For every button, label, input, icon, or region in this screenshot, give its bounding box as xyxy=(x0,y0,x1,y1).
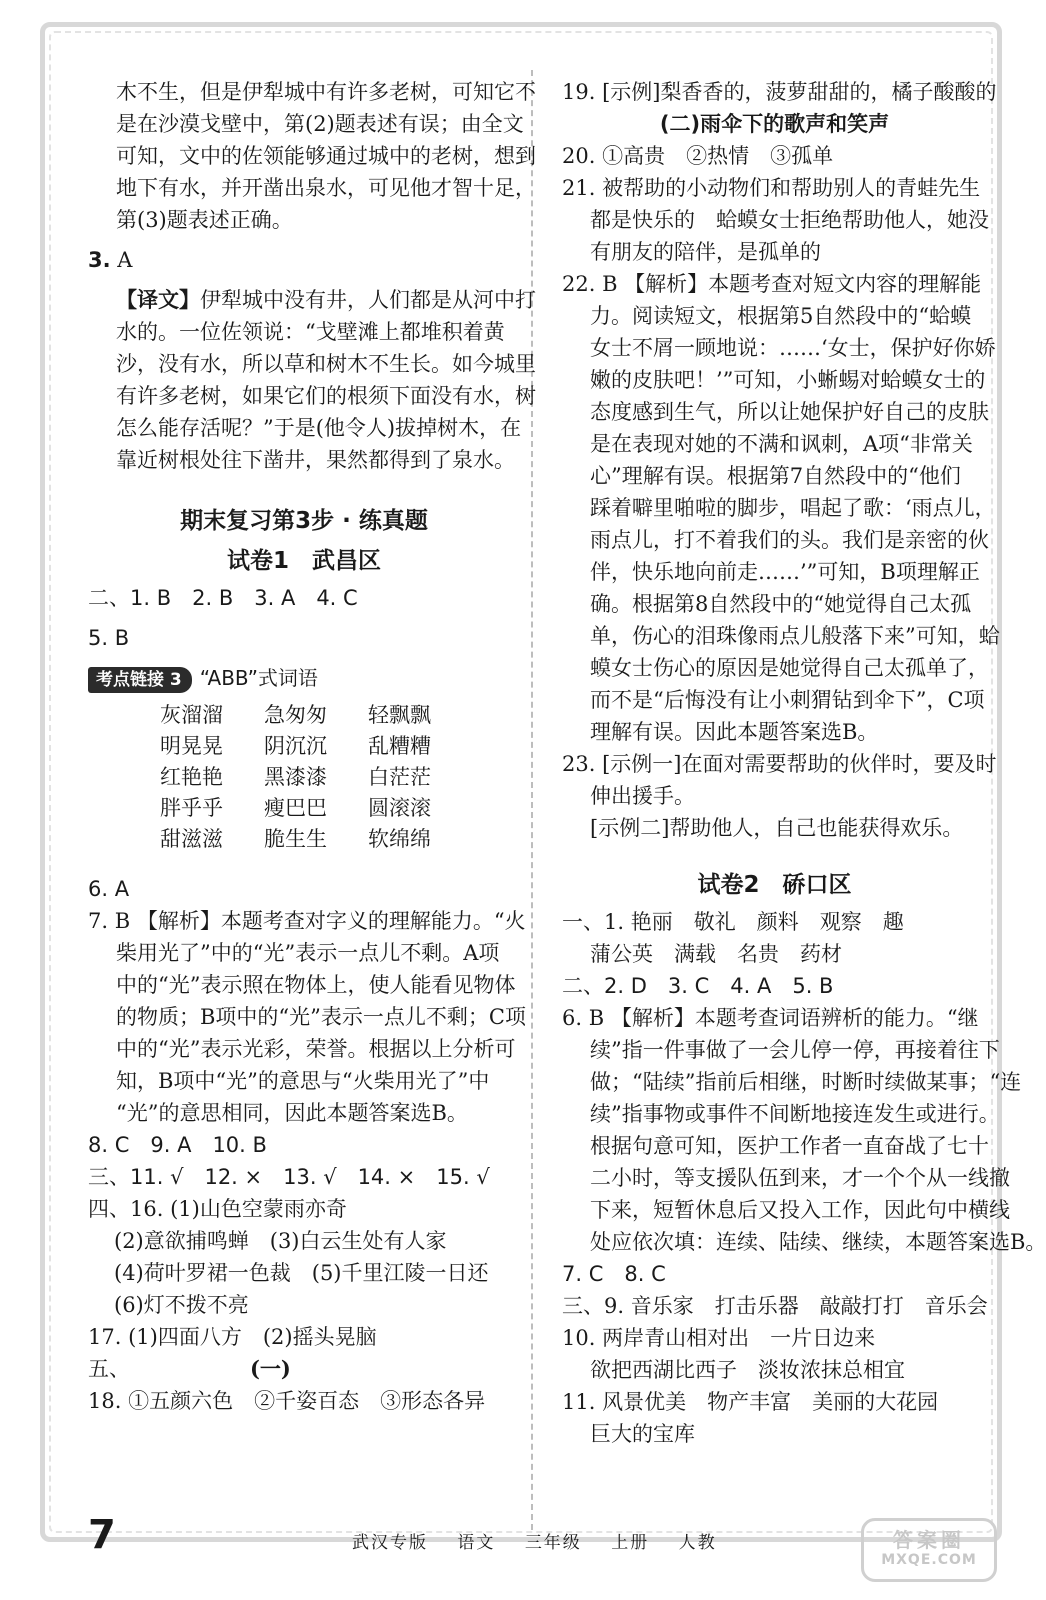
text-line: 木不生，但是伊犁城中有许多老树，可知它不 xyxy=(116,80,536,104)
text-line: 知，B项中“光”的意思与“火柴用光了”中 xyxy=(116,1069,490,1093)
answer-line: 10. 两岸青山相对出 一片日边来 xyxy=(562,1326,876,1350)
translation-line: 水的。一位佐领说：“戈壁滩上都堆积着黄 xyxy=(116,320,505,344)
text-line: 都是快乐的 蛤蟆女士拒绝帮助他人，她没 xyxy=(590,208,989,232)
text-line: 根据句意可知，医护工作者一直奋战了七十 xyxy=(590,1134,989,1158)
translation-line: 靠近树根处往下凿井，果然都得到了泉水。 xyxy=(116,448,515,472)
text-line: 地下有水，并开凿出泉水，可见他才智十足， xyxy=(116,176,536,200)
text-line: 雨点儿，打不着我们的头。我们是亲密的伙 xyxy=(590,528,989,552)
translation-line: 【译文】伊犁城中没有井，人们都是从河中打 xyxy=(116,287,536,312)
text-line: 处应依次填：连续、陆续、继续，本题答案选B。 xyxy=(590,1230,1046,1254)
translation-line: 沙，没有水，所以草和树木不生长。如今城里 xyxy=(116,352,536,376)
answer-line: 18. ①五颜六色 ②千姿百态 ③形态各异 xyxy=(88,1389,486,1413)
watermark-logo xyxy=(861,1518,997,1582)
word: 乱糟糟 xyxy=(368,734,431,758)
answer-line: 23. [示例一]在面对需要帮助的伙伴时，要及时 xyxy=(562,752,997,776)
word: 阴沉沉 xyxy=(264,734,327,758)
text-line: 的物质；B项中的“光”表示一点儿不剩；C项 xyxy=(116,1005,526,1029)
text-line: (2)意欲捕鸣蝉 (3)白云生处有人家 xyxy=(114,1229,447,1253)
watermark-text: 答案圈 xyxy=(893,1528,965,1552)
answer-line: 二、2. D 3. C 4. A 5. B xyxy=(562,974,834,998)
text-line: 蟆女士伤心的原因是她觉得自己太孤单了， xyxy=(590,656,989,680)
word: 明晃晃 xyxy=(160,734,223,758)
text-line: (6)灯不拨不亮 xyxy=(114,1293,249,1317)
answer-line: 7. B 【解析】本题考查对字义的理解能力。“火 xyxy=(88,909,526,933)
answer-line: 17. (1)四面八方 (2)摇头晃脑 xyxy=(88,1325,377,1349)
answer-line: 22. B 【解析】本题考查对短文内容的理解能 xyxy=(562,272,982,296)
translation-line: 有许多老树，如果它们的根须下面没有水，树 xyxy=(116,384,536,408)
text-line: 女士不屑一顾地说：……‘女士，保护好你娇 xyxy=(590,336,996,360)
word: 黑漆漆 xyxy=(264,765,327,789)
answer-line: 7. C 8. C xyxy=(562,1262,666,1286)
section-five: 五、 (一) xyxy=(88,1356,291,1381)
section-title: 期末复习第3步 · 练真题 xyxy=(180,508,428,534)
watermark-url: MXQE.COM xyxy=(881,1552,977,1568)
answer-line: 二、1. B 2. B 3. A 4. C xyxy=(88,586,358,610)
text-line: 是在沙漠戈壁中，第(2)题表述有误；由全文 xyxy=(116,112,524,136)
answer-line: 6. B 【解析】本题考查词语辨析的能力。“继 xyxy=(562,1006,979,1030)
text-line: 确。根据第8自然段中的“她觉得自己太孤 xyxy=(590,592,972,616)
text-line: 心”理解有误。根据第7自然段中的“他们 xyxy=(590,464,961,488)
answer-line: 一、1. 艳丽 敬礼 颜料 观察 趣 xyxy=(562,910,904,934)
text-line: 巨大的宝库 xyxy=(590,1422,695,1446)
knowledge-link-title: “ABB”式词语 xyxy=(199,666,318,690)
text-line: 做；“陆续”指前后相继，时断时续做某事；“连 xyxy=(590,1070,1022,1094)
word: 急匆匆 xyxy=(264,703,327,727)
answer-line: 19. [示例]梨香香的，菠萝甜甜的，橘子酸酸的 xyxy=(562,80,997,104)
word: 红艳艳 xyxy=(160,765,223,789)
text-line: 续”指事物或事件不间断地接连发生或进行。 xyxy=(590,1102,1000,1126)
text-line: 力。阅读短文，根据第5自然段中的“蛤蟆 xyxy=(590,304,972,328)
text-line: (4)荷叶罗裙一色裁 (5)千里江陵一日还 xyxy=(114,1261,489,1285)
text-line: 柴用光了”中的“光”表示一点儿不剩。A项 xyxy=(116,941,500,965)
text-line: 中的“光”表示光彩，荣誉。根据以上分析可 xyxy=(116,1037,516,1061)
text-line: 欲把西湖比西子 淡妆浓抹总相宜 xyxy=(590,1358,905,1382)
word: 甜滋滋 xyxy=(160,827,223,851)
text-line: 是在表现对她的不满和讽刺，A项“非常关 xyxy=(590,432,973,456)
word: 圆滚滚 xyxy=(368,796,431,820)
text-line: 态度感到生气，所以让她保护好自己的皮肤 xyxy=(590,400,989,424)
text-line: 踩着噼里啪啦的脚步，唱起了歌：‘雨点儿， xyxy=(590,496,996,520)
word: 白茫茫 xyxy=(368,765,431,789)
knowledge-link-tag: 考点链接 3 xyxy=(88,667,192,693)
answer-line: 20. ①高贵 ②热情 ③孤单 xyxy=(562,144,834,168)
text-line: “光”的意思相同，因此本题答案选B。 xyxy=(116,1101,468,1125)
answer-line: 6. A xyxy=(88,877,130,901)
word-grid xyxy=(88,700,520,855)
edition-item: 武汉专版 xyxy=(352,1533,428,1553)
word: 轻飘飘 xyxy=(368,703,431,727)
text-line: 二小时，等支援队伍到来，才一个个从一线撤 xyxy=(590,1166,1010,1190)
edition-item: 语文 xyxy=(457,1533,496,1553)
text-line: [示例二]帮助他人，自己也能获得欢乐。 xyxy=(590,816,964,840)
paper-title: 试卷2 硚口区 xyxy=(697,872,852,898)
word: 软绵绵 xyxy=(368,827,431,851)
text-line: 下来，短暂休息后又投入工作，因此句中横线 xyxy=(590,1198,1010,1222)
text-line: 嫩的皮肤吧！’”可知，小蜥蜴对蛤蟆女士的 xyxy=(590,368,986,392)
text-line: 而不是“后悔没有让小刺猬钻到伞下”，C项 xyxy=(590,688,985,712)
edition-info xyxy=(352,1528,739,1553)
answer-3: 3. A xyxy=(88,248,133,272)
text-line: 伸出援手。 xyxy=(590,784,695,808)
text-line: 续”指一件事做了一会儿停一停，再接着往下 xyxy=(590,1038,1000,1062)
answer-line: 5. B xyxy=(88,626,130,650)
edition-item: 上册 xyxy=(611,1533,650,1553)
answer-line: 8. C 9. A 10. B xyxy=(88,1133,267,1157)
text-line: 单，伤心的泪珠像雨点儿般落下来”可知，蛤 xyxy=(590,624,1000,648)
text-line: 可知，文中的佐领能够通过城中的老树，想到 xyxy=(116,144,536,168)
text-line: 有朋友的陪伴，是孤单的 xyxy=(590,240,821,264)
word: 灰溜溜 xyxy=(160,703,223,727)
word: 瘦巴巴 xyxy=(264,796,327,820)
left-column xyxy=(88,76,536,1417)
edition-item: 人教 xyxy=(678,1533,717,1553)
word: 胖乎乎 xyxy=(160,796,223,820)
text-line: 蒲公英 满载 名贵 药材 xyxy=(590,942,842,966)
word: 脆生生 xyxy=(264,827,327,851)
edition-item: 三年级 xyxy=(524,1533,582,1553)
text-line: 理解有误。因此本题答案选B。 xyxy=(590,720,879,744)
subsection-title: (二)雨伞下的歌声和笑声 xyxy=(659,112,890,136)
answer-line: 四、16. (1)山色空蒙雨亦奇 xyxy=(88,1197,347,1221)
paper-title: 试卷1 武昌区 xyxy=(226,548,381,574)
page-number: 7 xyxy=(88,1512,116,1558)
answer-line: 11. 风景优美 物产丰富 美丽的大花园 xyxy=(562,1390,939,1414)
right-column xyxy=(562,76,1046,1450)
text-line: 伴，快乐地向前走……’”可知，B项理解正 xyxy=(590,560,980,584)
answer-line: 三、11. √ 12. × 13. √ 14. × 15. √ xyxy=(88,1165,490,1189)
text-line: 第(3)题表述正确。 xyxy=(116,208,293,232)
answer-line: 三、9. 音乐家 打击乐器 敲敲打打 音乐会 xyxy=(562,1294,988,1318)
knowledge-link xyxy=(88,662,520,694)
answer-line: 21. 被帮助的小动物们和帮助别人的青蛙先生 xyxy=(562,176,981,200)
text-line: 中的“光”表示照在物体上，使人能看见物体 xyxy=(116,973,516,997)
translation-line: 怎么能存活呢？”于是(他令人)拔掉树木，在 xyxy=(116,416,522,440)
